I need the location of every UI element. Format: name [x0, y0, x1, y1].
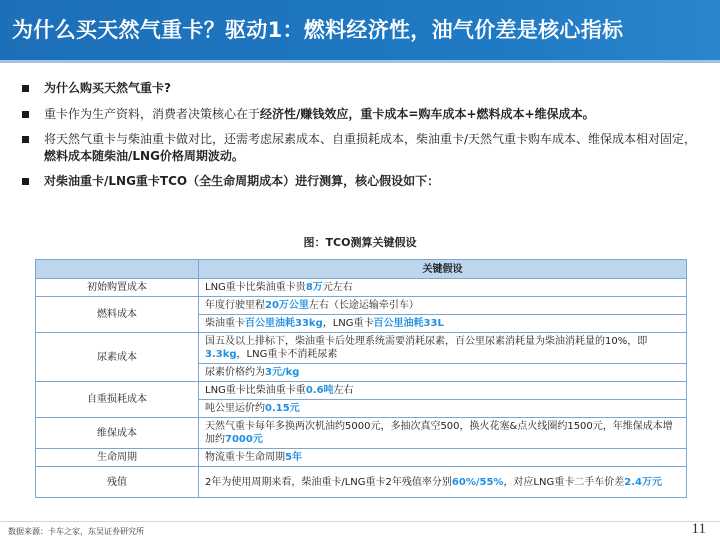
cell-text: 年度行驶里程: [205, 300, 265, 311]
cell-text: 天然气重卡每年多换两次机油约5000元，多抽次真空500，换火花塞&点火线圈约1500元，年维保成本增加约: [205, 421, 673, 445]
highlight-value: 60%/55%: [451, 476, 504, 488]
bullet-item: [20, 131, 700, 165]
footer-divider: [0, 521, 720, 522]
cell-text: ，LNG重卡不消耗尿素: [236, 349, 338, 360]
title-bar: [0, 0, 720, 60]
bullet-item: [20, 106, 700, 123]
cell-text: 物流重卡生命周期: [205, 452, 285, 463]
category-cell: 尿素成本: [36, 333, 199, 382]
table-row: [36, 333, 687, 364]
highlight-value: 3.3kg: [205, 349, 237, 360]
highlight-value: 5年: [285, 452, 302, 463]
figure-caption: 图：TCO测算关键假设: [303, 236, 417, 249]
bullet-list: [20, 80, 700, 198]
table-row: [36, 382, 687, 400]
bullet-bold-text: 燃料成本随柴油/LNG价格周期波动。: [44, 149, 244, 163]
cell-text: 国五及以上排标下，柴油重卡后处理系统需要消耗尿素，百公里尿素消耗量为柴油消耗量的10%，即: [205, 336, 648, 347]
cell-text: 吨公里运价约: [205, 403, 265, 414]
square-bullet-icon: [22, 178, 29, 185]
category-cell: 燃料成本: [36, 297, 199, 333]
cell-text: ，LNG重卡: [322, 318, 374, 329]
category-cell: 自重损耗成本: [36, 382, 199, 418]
assumption-cell: [199, 449, 687, 467]
cell-text: 左右（长途运输牵引车）: [308, 300, 419, 311]
table-row: [36, 467, 687, 498]
table-row: [36, 297, 687, 315]
bullet-text: 对柴油重卡/LNG重卡TCO（全生命周期成本）进行测算，核心假设如下：: [44, 174, 440, 188]
table-row: [36, 449, 687, 467]
bullet-bold-text: 经济性/赚钱效应，重卡成本=购车成本+燃料成本+维保成本。: [260, 107, 595, 121]
data-source: 数据来源：卡车之家，东吴证券研究所: [8, 527, 144, 536]
highlight-value: 20万公里: [265, 300, 309, 311]
highlight-value: 3元/kg: [265, 367, 300, 378]
category-cell: 初始购置成本: [36, 279, 199, 297]
slide-title: 为什么买天然气重卡？驱动1：燃料经济性，油气价差是核心指标: [12, 18, 624, 42]
title-divider: [0, 60, 720, 63]
bullet-item: [20, 80, 700, 97]
highlight-value: 8万: [305, 282, 323, 293]
category-cell: 维保成本: [36, 418, 199, 449]
assumption-cell: [199, 364, 687, 382]
cell-text: LNG重卡比柴油重卡重: [205, 385, 306, 396]
bullet-text: 重卡作为生产资料，消费者决策核心在于: [44, 107, 261, 121]
cell-text: LNG重卡比柴油重卡贵: [205, 282, 306, 293]
square-bullet-icon: [22, 136, 29, 143]
highlight-value: 百公里油耗33L: [373, 318, 444, 329]
highlight-value: 0.6吨: [305, 385, 334, 396]
category-cell: 残值: [36, 467, 199, 498]
tco-assumptions-table: [35, 259, 687, 498]
assumption-cell: [199, 382, 687, 400]
assumption-cell: [199, 315, 687, 333]
bullet-text: 将天然气重卡与柴油重卡做对比，还需考虑尿素成本、自重损耗成本，柴油重卡/天然气重卡购车成本、维保成本相对固定，: [44, 132, 697, 146]
highlight-value: 0.15元: [265, 403, 300, 414]
table-row: [36, 279, 687, 297]
assumption-cell: [199, 400, 687, 418]
cell-text: 2年为使用周期来看，柴油重卡/LNG重卡2年残值率分别: [205, 476, 452, 488]
highlight-value: 2.4万元: [624, 476, 662, 488]
category-cell: 生命周期: [36, 449, 199, 467]
cell-text: 尿素价格约为: [205, 367, 265, 378]
square-bullet-icon: [22, 85, 29, 92]
cell-text: ，对应LNG重卡二手车价差: [503, 476, 625, 488]
square-bullet-icon: [22, 111, 29, 118]
highlight-value: 百公里油耗33kg: [245, 318, 323, 329]
assumption-cell: [199, 297, 687, 315]
bullet-text: 为什么购买天然气重卡?: [44, 81, 171, 95]
assumption-cell: [199, 467, 687, 498]
bullet-item: [20, 173, 700, 190]
highlight-value: 7000元: [225, 434, 263, 445]
cell-text: 元左右: [322, 282, 353, 293]
header-blank-cell: [36, 260, 199, 279]
cell-text: 柴油重卡: [205, 318, 245, 329]
assumption-cell: [199, 418, 687, 449]
cell-text: 左右: [333, 385, 354, 396]
header-cell: 关键假设: [199, 260, 687, 279]
assumption-cell: [199, 279, 687, 297]
assumption-cell: [199, 333, 687, 364]
page-number: 11: [691, 521, 706, 537]
table-row: [36, 418, 687, 449]
table-header-row: [36, 260, 687, 279]
